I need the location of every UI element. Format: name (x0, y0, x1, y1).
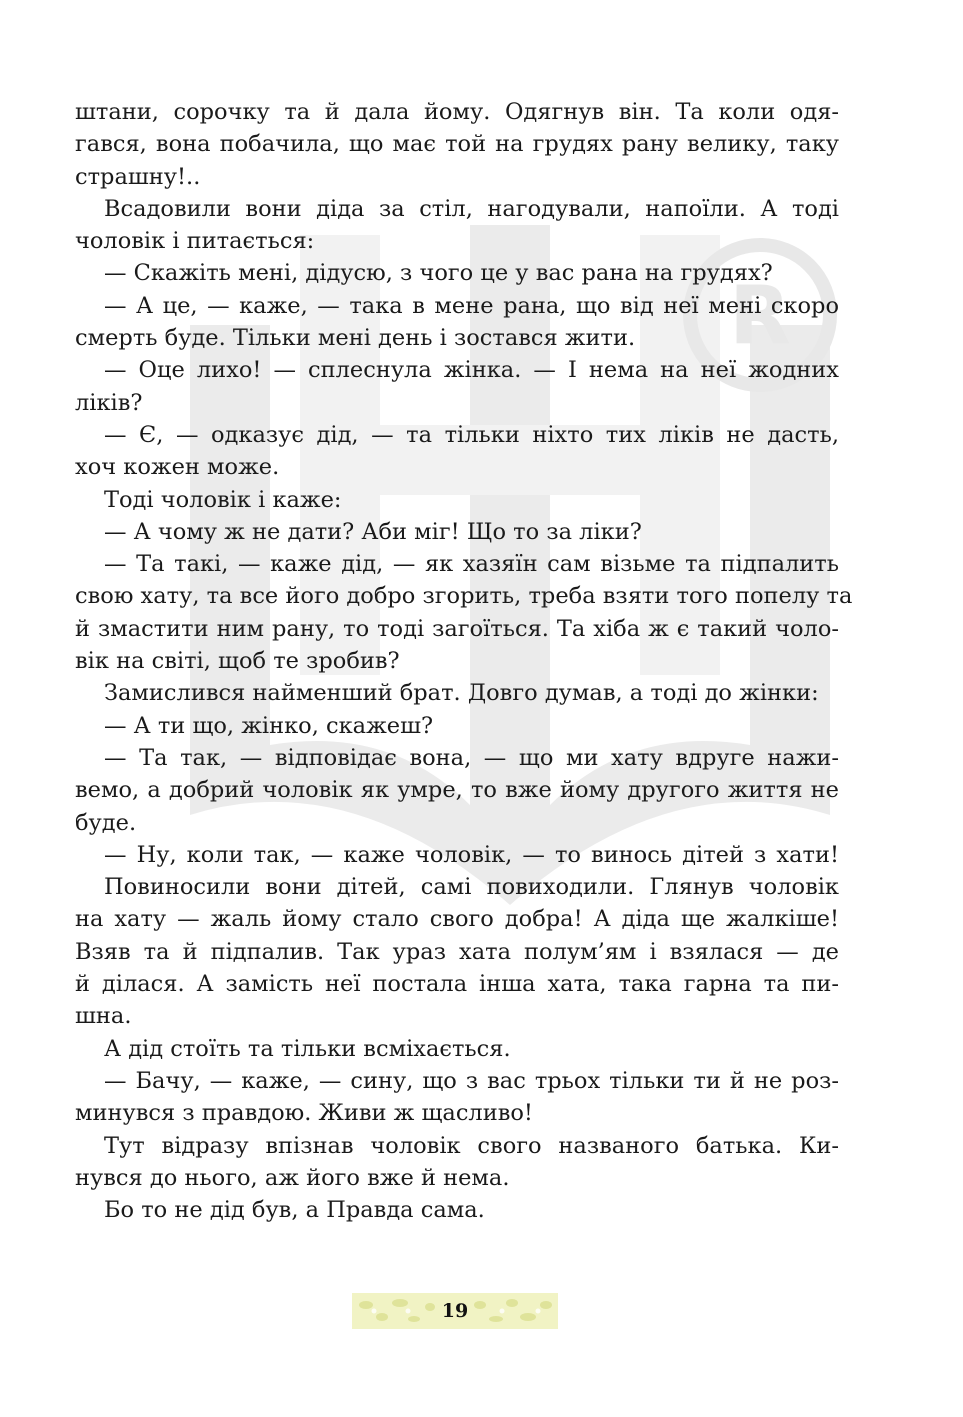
text-line: на хату — жаль йому стало свого добра! А діда ще жалкіше! (75, 906, 839, 933)
text-line: Тут відразу впізнав чоловік свого названого батька. Ки- (104, 1132, 839, 1159)
text-line: штани, сорочку та й дала йому. Одягнув він. Та коли одя- (75, 99, 839, 125)
text-line: — А ти що, жінко, скажеш? (104, 712, 434, 739)
text-line: Взяв та й підпалив. Так ураз хата полум’ям і взялася — де (75, 938, 839, 965)
text-line: шна. (75, 1003, 132, 1030)
text-line: гався, вона побачила, що має той на грудях рану велику, таку (75, 131, 839, 158)
text-line: страшну!.. (75, 163, 201, 190)
text-line: Бо то не дід був, а Правда сама. (104, 1197, 485, 1224)
text-line: вемо, а добрий чоловік як умре, то вже йому другого життя не (75, 777, 839, 804)
text-line: смерть буде. Тільки мені день і зостався жити. (75, 325, 636, 352)
text-line: — Скажіть мені, дідусю, з чого це у вас рана на грудях? (104, 260, 773, 287)
text-line: чоловік і питається: (75, 228, 315, 255)
text-line: свою хату, та все його добро згорить, треба взяти того попелу та (75, 583, 853, 610)
text-line: Повиносили вони дітей, самі повиходили. Глянув чоловік (104, 874, 839, 901)
svg-text:R: R (729, 269, 791, 362)
text-line: Всадовили вони діда за стіл, нагодували, напоїли. А тоді (104, 195, 839, 222)
text-line: — Є, — одказує дід, — та тільки ніхто тих ліків не дасть, (104, 421, 839, 448)
text-line: — Ну, коли так, — каже чоловік, — то винось дітей з хати! (104, 841, 839, 868)
page-footer (352, 1293, 558, 1329)
page-number: 19 (441, 1300, 469, 1322)
text-line: й ділася. А замість неї постала інша хата, така гарна та пи- (75, 971, 839, 998)
text-line: — Та так, — відповідає вона, — що ми хату вдруге нажи- (104, 744, 839, 771)
page-text (75, 96, 853, 1226)
text-line: вік на світі, щоб те зробив? (75, 648, 400, 675)
text-line: й змастити ним рану, то тоді загоїться. Та хіба ж є такий чоло- (75, 615, 839, 642)
text-line: Замислився найменший брат. Довго думав, а тоді до жінки: (104, 680, 819, 707)
text-line: нувся до нього, аж його вже й нема. (75, 1164, 510, 1191)
text-line: минувся з правдою. Живи ж щасливо! (75, 1100, 533, 1127)
text-line: Тоді чоловік і каже: (104, 486, 342, 513)
text-line: — Оце лихо! — сплеснула жінка. — І нема на неї жодних (104, 357, 839, 384)
text-line: — А чому ж не дати? Аби міг! Що то за ліки? (104, 518, 642, 545)
text-line: А дід стоїть та тільки всміхається. (104, 1035, 511, 1062)
text-line: хоч кожен може. (75, 454, 280, 481)
text-line: — Та такі, — каже дід, — як хазяїн сам візьме та підпалить (104, 551, 839, 578)
text-line: ліків? (75, 389, 143, 416)
text-line: — А це, — каже, — така в мене рана, що від неї мені скоро (104, 292, 839, 319)
text-line: буде. (75, 809, 137, 836)
text-line: — Бачу, — каже, — сину, що з вас трьох тільки ти й не роз- (104, 1067, 839, 1094)
